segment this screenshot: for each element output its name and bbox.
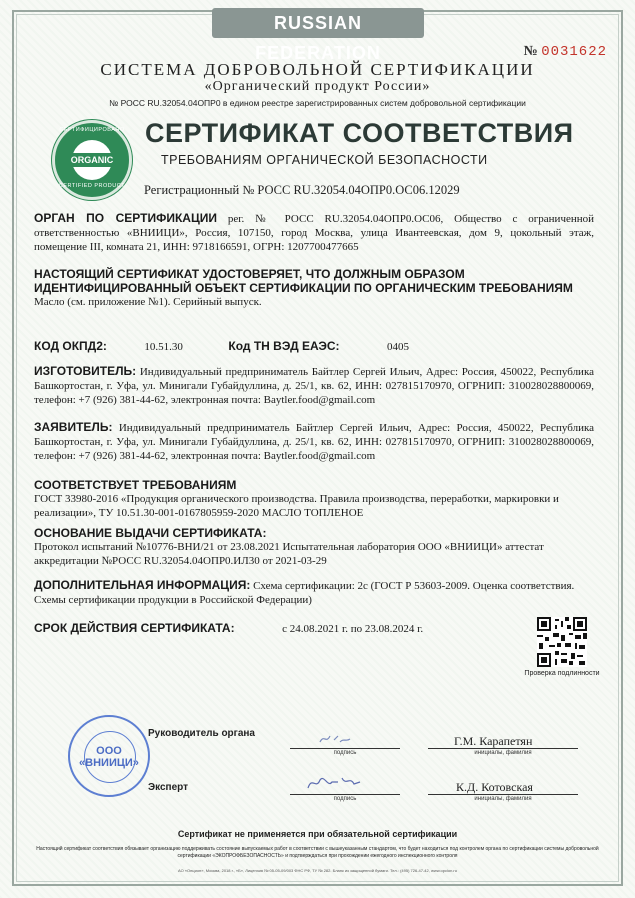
certifies-heading: НАСТОЯЩИЙ СЕРТИФИКАТ УДОСТОВЕРЯЕТ, ЧТО ДОЛЖНЫМ ОБРАЗОМ ИДЕНТИФИЦИРОВАННЫЙ ОБЪЕКТ СЕРТИФИКАЦИИ ПО ОРГАНИЧЕСКИМ ТРЕБОВАНИЯМ bbox=[34, 267, 573, 295]
certifies-section bbox=[34, 267, 594, 309]
validity-text: с 24.08.2021 г. по 23.08.2024 г. bbox=[282, 623, 424, 635]
footer-small-print: Настоящий сертификат соответствия обязывает организацию поддерживать состояние выпускаемых работ в соответствии с вышеуказанным стандартом, что будет находиться под контролем органа по сертификации системы добровольной сертификации «ЭКОПРОФБЕЗОПАСНОСТЬ» и подтверждаться при прохождении ежегодного инспекционного контроля bbox=[36, 846, 599, 859]
expert-label: Эксперт bbox=[148, 782, 189, 793]
logo-bottom-text: CERTIFIED PRODUCT bbox=[58, 183, 126, 189]
manufacturer-text: Индивидуальный предприниматель Байтлер Сергей Ильич, Адрес: Россия, 450022, Республика Башкортостан, г. Уфа, ул. Минигали Губайдуллина, д. 25/1, кв. 62, ИНН: 027815170970, ОГРНИП: 310028028800069, телефон: +7 (926) 381-44-62, электронная почта: Baytler.food@gmail.com bbox=[34, 366, 594, 406]
head-signature-line bbox=[290, 748, 400, 749]
expert-signature-line bbox=[290, 794, 400, 795]
head-name-line bbox=[428, 748, 578, 749]
organic-logo-icon bbox=[52, 120, 132, 200]
head-sign-caption: подпись bbox=[333, 750, 357, 756]
certifies-text: Масло (см. приложение №1). Серийный выпуск. bbox=[34, 296, 262, 308]
additional-text: Схема сертификации: 2с (ГОСТ Р 53603-2009. Оценка соответствия. Схемы сертификации продукции в Российской Федерации) bbox=[34, 580, 575, 606]
basis-heading: ОСНОВАНИЕ ВЫДАЧИ СЕРТИФИКАТА: bbox=[34, 526, 267, 540]
organ-text: рег. № РОСС RU.32054.04ОПР0.ОС06, Общество с ограниченной ответственностью «ВНИИЦИ», Россия, 107150, город Москва, улица Ивантеевская, дом 9, цокольный этаж, помещение III, комната 21, ИНН: 9718166591, ОГРН: 1207700477665 bbox=[34, 213, 595, 253]
okpd-value: 10.51.30 bbox=[144, 341, 183, 353]
basis-section bbox=[34, 526, 594, 568]
head-name: Г.М. Карапетян bbox=[454, 734, 533, 748]
okpd-label: КОД ОКПД2: bbox=[34, 339, 107, 353]
certificate-subtitle: ТРЕБОВАНИЯМ ОРГАНИЧЕСКОЙ БЕЗОПАСНОСТИ bbox=[161, 153, 488, 167]
number-value: 0031622 bbox=[541, 44, 607, 60]
qr-caption: Проверка подлинности bbox=[524, 670, 600, 677]
basis-text: Протокол испытаний №10776-ВНИ/21 от 23.08.2021 Испытательная лаборатория ООО «ВНИИЦИ» аттестат аккредитации №РОСС RU.32054.04ОПР0.ИЛ30 от 2021-03-29 bbox=[34, 541, 544, 567]
head-name-caption: инициалы, фамилия bbox=[474, 750, 532, 756]
tnved-label: Код ТН ВЭД ЕАЭС: bbox=[228, 339, 340, 353]
head-signature-icon bbox=[316, 730, 356, 748]
organization-stamp-icon bbox=[68, 715, 150, 797]
certificate-number bbox=[524, 44, 607, 60]
expert-sign-caption: подпись bbox=[333, 796, 357, 802]
country-banner: RUSSIAN FEDERATION bbox=[212, 8, 424, 38]
qr-code-icon[interactable] bbox=[537, 617, 587, 667]
applicant-section bbox=[34, 420, 594, 463]
manufacturer-section bbox=[34, 364, 594, 407]
expert-name-caption: инициалы, фамилия bbox=[474, 796, 532, 802]
system-title: СИСТЕМА ДОБРОВОЛЬНОЙ СЕРТИФИКАЦИИ bbox=[100, 60, 535, 79]
system-subtitle: «Органический продукт России» bbox=[204, 79, 431, 94]
logo-word: ORGANIC bbox=[65, 153, 119, 167]
additional-heading: ДОПОЛНИТЕЛЬНАЯ ИНФОРМАЦИЯ: bbox=[34, 578, 251, 592]
printer-imprint: АО «Опцион», Москва, 2018 г., «Б», Лицензия № 05-05-09/003 ФНС РФ, ТУ № 282. Бланк из защищенной бумаги. Тел.: (495) 726-47-42, www.opcion.ru bbox=[178, 868, 457, 873]
number-label: № bbox=[523, 44, 538, 59]
logo-top-text: СЕРТИФИЦИРОВАНО bbox=[59, 127, 125, 133]
expert-name-line bbox=[428, 794, 578, 795]
expert-name: К.Д. Котовская bbox=[456, 780, 533, 794]
codes-row bbox=[34, 339, 594, 354]
organ-section bbox=[34, 211, 594, 254]
applicant-heading: ЗАЯВИТЕЛЬ: bbox=[34, 420, 113, 434]
conforms-heading: СООТВЕТСТВУЕТ ТРЕБОВАНИЯМ bbox=[34, 478, 237, 492]
certificate-title: СЕРТИФИКАТ СООТВЕТСТВИЯ bbox=[145, 118, 574, 148]
conforms-section bbox=[34, 478, 594, 520]
validity-heading: СРОК ДЕЙСТВИЯ СЕРТИФИКАТА: bbox=[34, 621, 235, 635]
expert-signature-icon bbox=[304, 772, 368, 794]
applicant-text: Индивидуальный предприниматель Байтлер Сергей Ильич, Адрес: Россия, 450022, Республика Башкортостан, г. Уфа, ул. Минигали Губайдуллина, д. 25/1, кв. 62, ИНН: 027815170970, ОГРНИП: 310028028800069, телефон: +7 (926) 381-44-62, электронная почта: Baytler.food@gmail.com bbox=[34, 422, 595, 462]
head-label: Руководитель органа bbox=[148, 728, 255, 739]
stamp-text-line1: ООО bbox=[96, 745, 122, 757]
footer-notice: Сертификат не применяется при обязательной сертификации bbox=[177, 829, 458, 839]
tnved-value: 0405 bbox=[387, 341, 410, 353]
registration-number: Регистрационный № РОСС RU.32054.04ОПР0.ОС06.12029 bbox=[144, 183, 460, 197]
organ-heading: ОРГАН ПО СЕРТИФИКАЦИИ bbox=[34, 211, 217, 225]
conforms-text: ГОСТ 33980-2016 «Продукция органического производства. Правила производства, переработки, маркировки и реализации», ТУ 10.51.30-001-0167805959-2020 МАСЛО ТОПЛЕНОЕ bbox=[34, 493, 559, 519]
additional-section bbox=[34, 578, 594, 607]
stamp-text-line2: «ВНИИЦИ» bbox=[79, 757, 139, 769]
manufacturer-heading: ИЗГОТОВИТЕЛЬ: bbox=[34, 364, 137, 378]
system-registry-line: № РОСС RU.32054.04ОПР0 в едином реестре зарегистрированных систем добровольной сертификации bbox=[109, 98, 526, 108]
validity-section bbox=[34, 621, 594, 636]
